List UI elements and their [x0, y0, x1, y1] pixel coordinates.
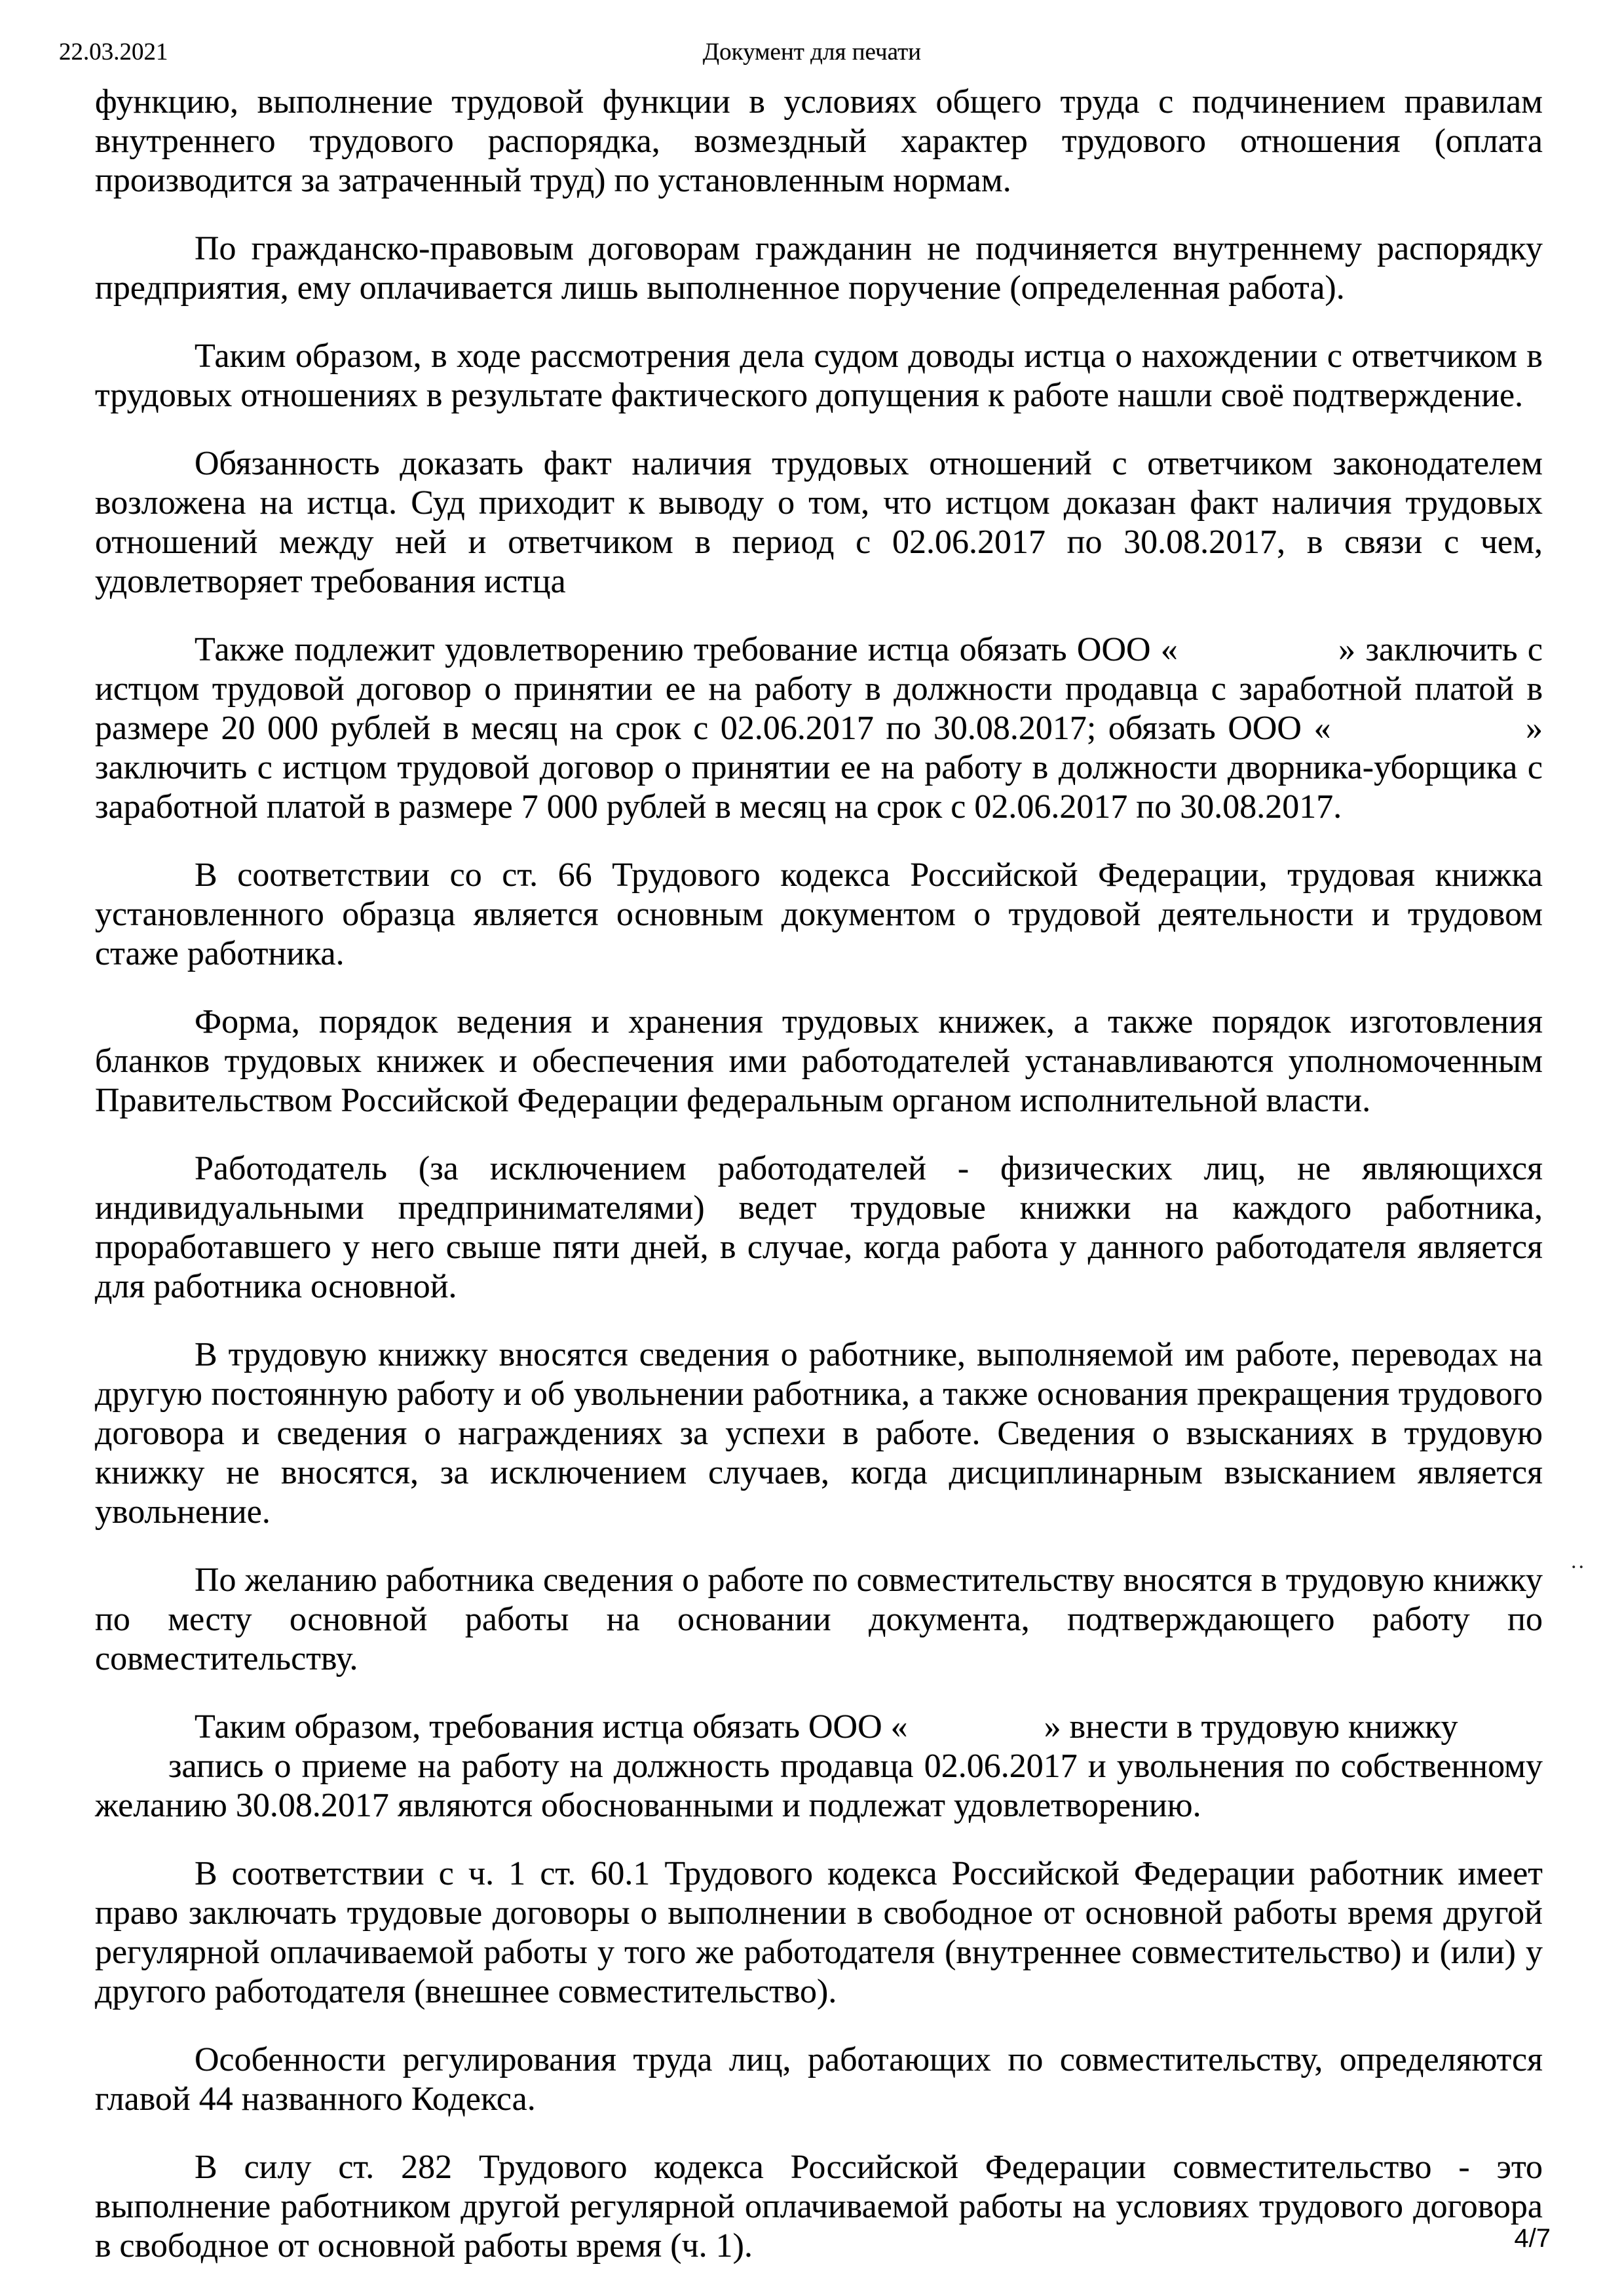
- paragraph-13: Особенности регулирования труда лиц, работающих по совместительству, определяются главой 44 названного Кодекса.: [95, 2041, 1543, 2118]
- paragraph-2: По гражданско-правовым договорам гражданин не подчиняется внутреннему распорядку предприятия, ему оплачивается лишь выполненное поручение (определенная работа).: [95, 230, 1543, 307]
- paragraph-6: В соответствии со ст. 66 Трудового кодекса Российской Федерации, трудовая книжка установленного образца является основным документом о трудовой деятельности и трудовом стаже работника.: [95, 856, 1543, 972]
- header-title: Документ для печати: [702, 39, 922, 66]
- page-header: [0, 37, 1624, 67]
- stray-mark: ..: [1571, 1549, 1586, 1573]
- paragraph-1: функцию, выполнение трудовой функции в условиях общего труда с подчинением правилам внутреннего трудового распорядка, возмездный характер трудового отношения (оплата производится за затраченный труд) по установленным нормам.: [95, 83, 1543, 199]
- header-date: 22.03.2021: [59, 39, 168, 66]
- paragraph-11-first-line: Таким образом, требования истца обязать ООО « » внести в трудовую книжку: [195, 1708, 1458, 1746]
- paragraph-10: По желанию работника сведения о работе по совместительству вносятся в трудовую книжку по месту основной работы на основании документа, подтверждающего работу по совместительству.: [95, 1561, 1543, 1677]
- paragraph-3: Таким образом, в ходе рассмотрения дела судом доводы истца о нахождении с ответчиком в трудовых отношениях в результате фактического допущения к работе нашли своё подтверждение.: [95, 337, 1543, 414]
- paragraph-7: Форма, порядок ведения и хранения трудовых книжек, а также порядок изготовления бланков трудовых книжек и обеспечения ими работодателей устанавливаются уполномоченным Правительством Российской Федерации федеральным органом исполнительной власти.: [95, 1003, 1543, 1119]
- paragraph-12: В соответствии с ч. 1 ст. 60.1 Трудового кодекса Российской Федерации работник имеет право заключать трудовые договоры о выполнении в свободное от основной работы время другой регулярной оплачиваемой работы у того же работодателя (внутреннее совместительство) и (или) у другого работодателя (внешнее совместительство).: [95, 1855, 1543, 2010]
- page-number: 4/7: [1514, 2224, 1551, 2253]
- paragraph-4: Обязанность доказать факт наличия трудовых отношений с ответчиком законодателем возложена на истца. Суд приходит к выводу о том, что истцом доказан факт наличия трудовых отношений между ней и ответчиком в период с 02.06.2017 по 30.08.2017, в связи с чем, удовлетворяет требования истца: [95, 445, 1543, 600]
- paragraph-8: Работодатель (за исключением работодателей - физических лиц, не являющихся индивидуальными предпринимателями) ведет трудовые книжки на каждого работника, проработавшего у него свыше пяти дней, в случае, когда работа у данного работодателя является для работника основной.: [95, 1150, 1543, 1305]
- paragraph-5: Также подлежит удовлетворению требование истца обязать ООО « » заключить с истцом трудовой договор о принятии ее на работу в должности продавца с заработной платой в размере 20 000 рублей в месяц на срок с 02.06.2017 по 30.08.2017; обязать ООО « » заключить с истцом трудовой договор о принятии ее на работу в должности дворника-уборщика с заработной платой в размере 7 000 рублей в месяц на срок с 02.06.2017 по 30.08.2017.: [95, 631, 1543, 826]
- document-body: [95, 83, 1543, 2295]
- paragraph-11-continuation: запись о приеме на работу на должность продавца 02.06.2017 и увольнения по собственному желанию 30.08.2017 являются обоснованными и подлежат удовлетворению.: [95, 1748, 1543, 1824]
- page-footer: [1514, 2224, 1551, 2253]
- paragraph-14: В силу ст. 282 Трудового кодекса Российской Федерации совместительство - это выполнение работником другой регулярной оплачиваемой работы на условиях трудового договора в свободное от основной работы время (ч. 1).: [95, 2149, 1543, 2265]
- paragraph-9: В трудовую книжку вносятся сведения о работнике, выполняемой им работе, переводах на другую постоянную работу и об увольнении работника, а также основания прекращения трудового договора и сведения о награждениях за успехи в работе. Сведения о взысканиях в трудовую книжку не вносятся, за исключением случаев, когда дисциплинарным взысканием является увольнение.: [95, 1336, 1543, 1531]
- paragraph-11: [95, 1708, 1543, 1826]
